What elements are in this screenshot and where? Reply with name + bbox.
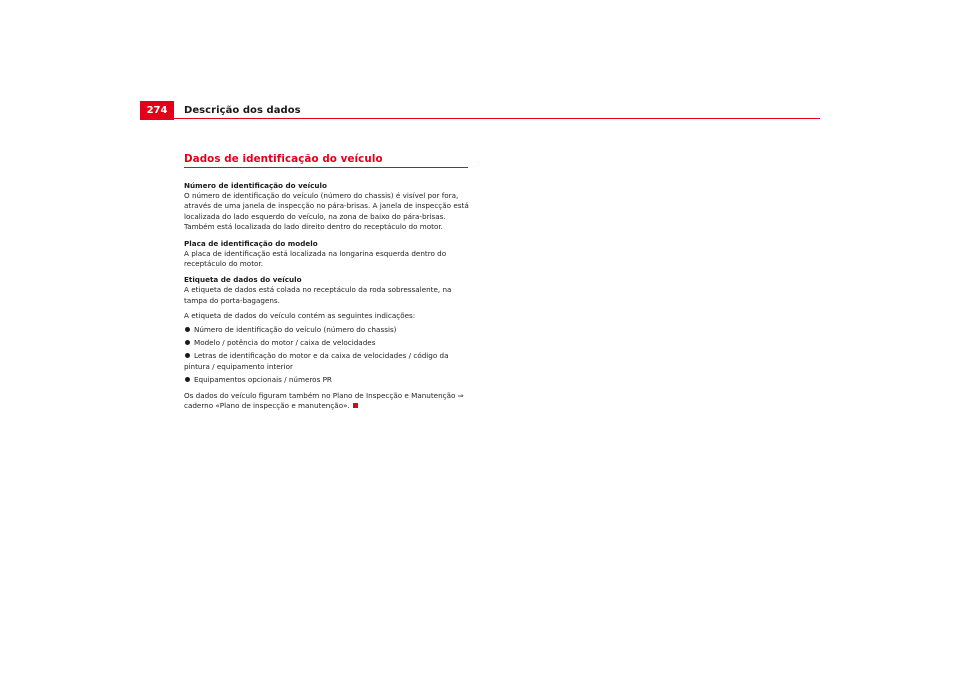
- paragraph-intro: A etiqueta de dados do veículo contém as seguintes indicações:: [184, 311, 416, 321]
- subheading-data-label: Etiqueta de dados do veículo: [184, 275, 302, 285]
- paragraph-data-label: A etiqueta de dados está colada no receptáculo da roda sobressalente, na tampa do porta-bagagens.: [184, 285, 452, 305]
- paragraph-model-plate: A placa de identificação está localizada na longarina esquerda dentro do receptáculo do motor.: [184, 248, 447, 269]
- paragraph-closing: Os dados do veículo figuram também no Plano de Inspecção e Manutenção ⇒ caderno «Plano de inspecção e manutenção».: [184, 390, 464, 411]
- list-item: Letras de identificação do motor e da caixa de velocidades / código da pintura / equipamento interior: [184, 351, 449, 371]
- bullet-icon: [185, 340, 190, 345]
- paragraph-vin: O número de identificação do veículo (número do chassis) é visível por fora, através de uma janela de inspecção no pára-brisas. A janela de inspecção está localizada do lado esquerdo do veículo, na zona de baixo do pára-brisas. Também está localizada do lado direito dentro do receptáculo do motor.: [184, 191, 469, 232]
- content-column: [184, 153, 470, 412]
- page-number: 274: [140, 101, 174, 120]
- end-of-section-icon: [353, 403, 358, 408]
- bullet-list: [184, 325, 470, 386]
- section-title: Dados de identificação do veículo: [184, 153, 468, 168]
- subheading-vin: Número de identificação do veículo: [184, 181, 327, 190]
- bullet-icon: [185, 353, 190, 358]
- bullet-icon: [185, 377, 190, 382]
- list-item: Equipamentos opcionais / números PR: [184, 375, 470, 385]
- running-head: Descrição dos dados: [184, 105, 301, 116]
- subheading-model-plate: Placa de identificação do modelo: [184, 238, 318, 248]
- bullet-icon: [185, 327, 190, 332]
- header-rule: [174, 118, 820, 119]
- list-item: Número de identificação do veículo (número do chassis): [184, 325, 470, 335]
- list-item: Modelo / potência do motor / caixa de velocidades: [184, 338, 470, 348]
